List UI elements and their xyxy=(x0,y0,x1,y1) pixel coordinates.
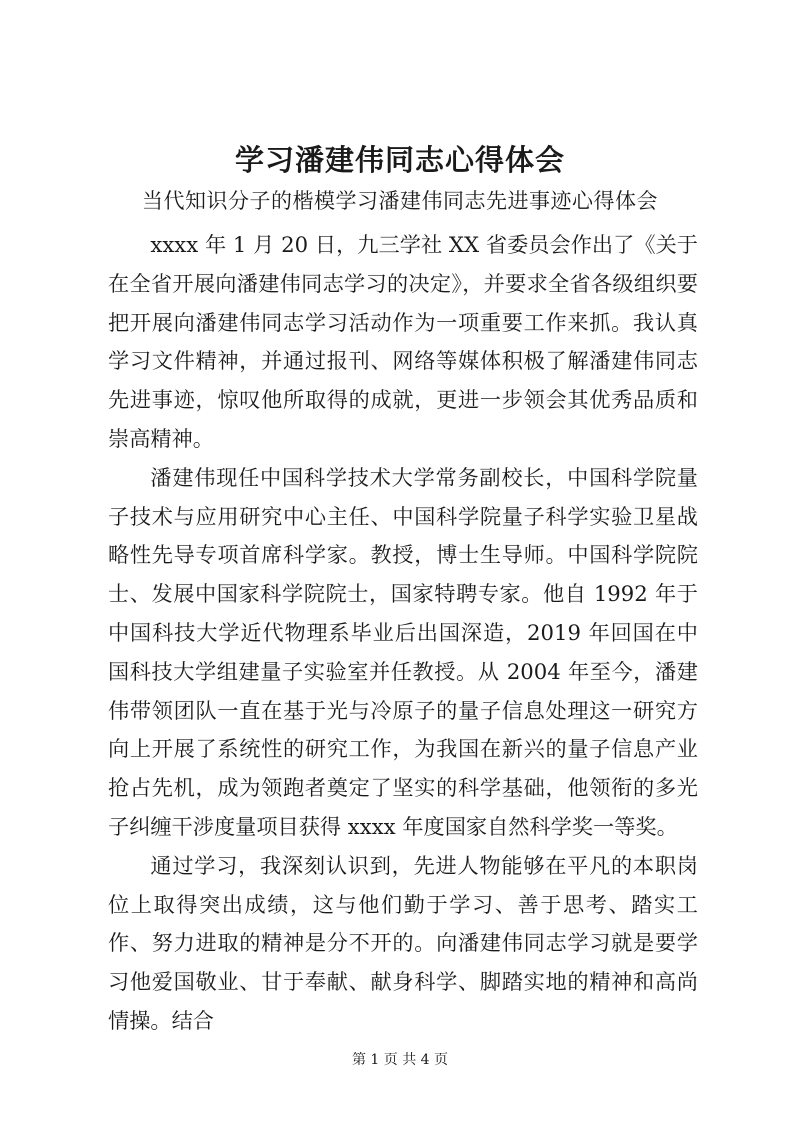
page-subtitle: 当代知识分子的楷模学习潘建伟同志先进事迹心得体会 xyxy=(142,189,658,213)
page-title: 学习潘建伟同志心得体会 xyxy=(234,143,565,177)
paragraph: 潘建伟现任中国科学技术大学常务副校长，中国科学院量子技术与应用研究中心主任、中国科学院量子科学实验卫星战略性先导专项首席科学家。教授，博士生导师。中国科学院院士、发展中国家科学院院士，国家特聘专家。他自 1992 年于中国科技大学近代物理系毕业后出国深造，2019 年回国在中国科技大学组建量子实验室并任教授。从 2004 年至今，潘建伟带领团队一直在基于光与冷原子的量子信息处理这一研究方向上开展了系统性的研究工作，为我国在新兴的量子信息产业抢占先机，成为领跑者奠定了坚实的科学基础，他领衔的多光子纠缠干涉度量项目获得 xxxx 年度国家自然科学奖一等奖。 xyxy=(108,464,698,839)
paragraph: 通过学习，我深刻认识到，先进人物能够在平凡的本职岗位上取得突出成绩，这与他们勤于学习、善于思考、踏实工作、努力进取的精神是分不开的。向潘建伟同志学习就是要学习他爱国敬业、甘于奉献、献身科学、脚踏实地的精神和高尚情操。结合 xyxy=(108,852,698,1033)
page-number-footer: 第 1 页 共 4 页 xyxy=(351,1052,449,1068)
document-body xyxy=(108,226,698,1041)
paragraph: xxxx 年 1 月 20 日，九三学社 XX 省委员会作出了《关于在全省开展向潘建伟同志学习的决定》，并要求全省各级组织要把开展向潘建伟同志学习活动作为一项重要工作来抓。我认真学习文件精神，并通过报刊、网络等媒体积极了解潘建伟同志先进事迹，惊叹他所取得的成就，更进一步领会其优秀品质和崇高精神。 xyxy=(108,232,698,451)
